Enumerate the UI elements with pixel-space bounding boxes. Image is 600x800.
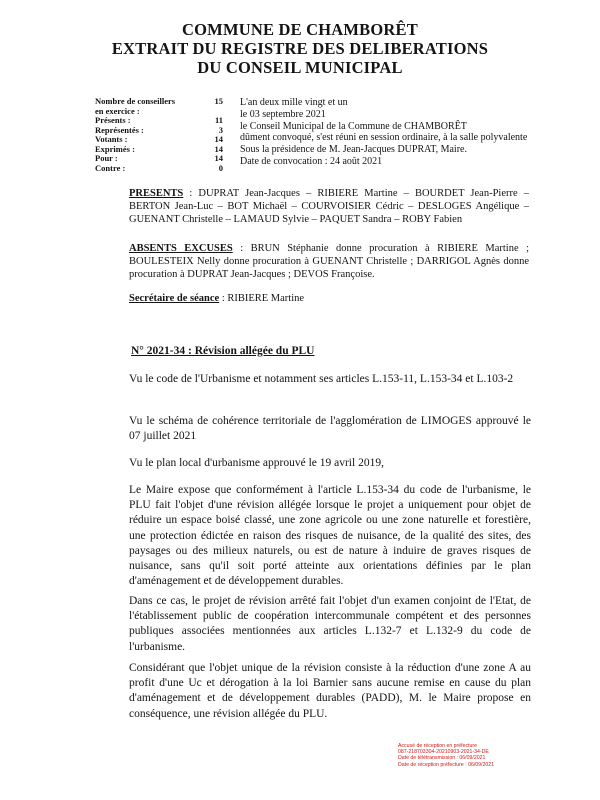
stamp-line: 087-218703304-20210903-2021-34-DE xyxy=(398,749,489,756)
stat-label: en exercice : xyxy=(95,105,140,116)
paragraph-considerant: Considérant que l'objet unique de la révision consiste à la réduction d'une zone A au profit d'une Uc et dérogation à la loi Barnier sans aucune remise en cause du plan d'aménagement et de développement durables (PADD), M. le Maire propose en conséquence, une révision allégée du PLU. xyxy=(129,662,531,720)
intro-line: le 03 septembre 2021 xyxy=(240,108,326,120)
stat-label: Pour : xyxy=(95,153,118,163)
stat-row xyxy=(95,164,255,174)
intro-line: le Conseil Municipal de la Commune de CHAMBORÊT xyxy=(240,120,467,132)
stamp-line: Date de télétransmission : 06/09/2021 xyxy=(398,755,486,762)
stat-value: 14 xyxy=(214,143,223,154)
secretary-name: : RIBIERE Martine xyxy=(219,293,305,304)
secretary-label: Secrétaire de séance xyxy=(129,293,220,304)
prefecture-receipt-stamp xyxy=(398,743,526,768)
paragraph-vu-code: Vu le code de l'Urbanisme et notamment ses articles L.153-11, L.153-34 et L.103-2 xyxy=(129,373,514,385)
stat-label: Votants : xyxy=(95,134,128,144)
absents-section xyxy=(129,243,529,281)
stat-value: 0 xyxy=(218,162,223,173)
paragraph-expose: Le Maire expose que conformément à l'article L.153-34 du code de l'urbanisme, le PLU fait l'objet d'une révision allégée lorsque le projet a uniquement pour objet de réduire un espace boisé classé, une zone agricole ou une zone naturelle et forestière, une protection édictée en raison des risques de nuisance, de la qualité des sites, des paysages ou des milieux naturels, ou est de nature à induire de graves risques de nuisance, sans qu'il soit porté atteinte aux orientations définies par le plan d'aménagement et de développement durables. xyxy=(129,484,531,588)
stat-label: Présents : xyxy=(95,115,131,125)
stat-value: 3 xyxy=(218,124,223,135)
paragraph-vu-plu: Vu le plan local d'urbanisme approuvé le 19 avril 2019, xyxy=(129,457,384,469)
intro-line: dûment convoqué, s'est réuni en session ordinaire, à la salle polyvalente xyxy=(240,132,528,144)
stat-label: Nombre de conseillers xyxy=(95,96,176,106)
stamp-line: Accusé de réception en préfecture xyxy=(398,743,478,749)
stat-label: Représentés : xyxy=(95,124,144,135)
stat-value: 11 xyxy=(214,115,223,125)
register-title: EXTRAIT DU REGISTRE DES DELIBERATIONS xyxy=(111,39,489,58)
council-title: DU CONSEIL MUNICIPAL xyxy=(197,58,403,77)
stamp-line: Date de réception préfecture : 06/09/2021 xyxy=(398,761,495,768)
absents-label: ABSENTS EXCUSES xyxy=(129,243,233,254)
presents-list: : DUPRAT Jean-Jacques – RIBIERE Martine – BOURDET Jean-Pierre – BERTON Jean-Luc – BOT Michaël – COURVOISIER Cédric – DESLOGES Angélique – GUENANT Christelle – LAMAUD Sylvie – PAQUET Sandra – ROBY Fabien xyxy=(129,188,529,225)
vote-stats xyxy=(95,97,255,173)
presents-section xyxy=(129,188,529,226)
stat-label: Exprimés : xyxy=(95,143,135,154)
secretary-section xyxy=(129,293,529,306)
session-intro xyxy=(240,97,590,168)
intro-line: L'an deux mille vingt et un xyxy=(240,97,348,108)
commune-title: COMMUNE DE CHAMBORÊT xyxy=(182,20,418,39)
stat-value: 14 xyxy=(214,134,223,144)
stat-label: Contre : xyxy=(95,162,126,173)
intro-line: Date de convocation : 24 août 2021 xyxy=(240,155,383,167)
deliberation-title: N° 2021-34 : Révision allégée du PLU xyxy=(131,345,315,357)
presents-label: PRESENTS xyxy=(129,188,184,199)
absents-list: : BRUN Stéphanie donne procuration à RIBIERE Martine ; BOULESTEIX Nelly donne procuration à GUENANT Christelle ; DARRIGOL Agnès donne procuration à DUPRAT Jean-Jacques ; DEVOS Françoise. xyxy=(129,243,530,280)
document-header xyxy=(0,20,600,77)
stat-value: 15 xyxy=(214,96,223,106)
stat-value: 14 xyxy=(214,153,223,163)
stat-row xyxy=(95,145,255,155)
intro-line: Sous la présidence de M. Jean-Jacques DUPRAT, Maire. xyxy=(240,144,467,156)
paragraph-vu-scot: Vu le schéma de cohérence territoriale de l'agglomération de LIMOGES approuvé le 07 juillet 2021 xyxy=(129,415,531,443)
paragraph-examen: Dans ce cas, le projet de révision arrêté fait l'objet d'un examen conjoint de l'Etat, de l'établissement public de coopération intercommunale compétent et des personnes publiques associées mentionnées aux articles L.132-7 et L.132-9 du code de l'urbanisme. xyxy=(129,595,531,653)
